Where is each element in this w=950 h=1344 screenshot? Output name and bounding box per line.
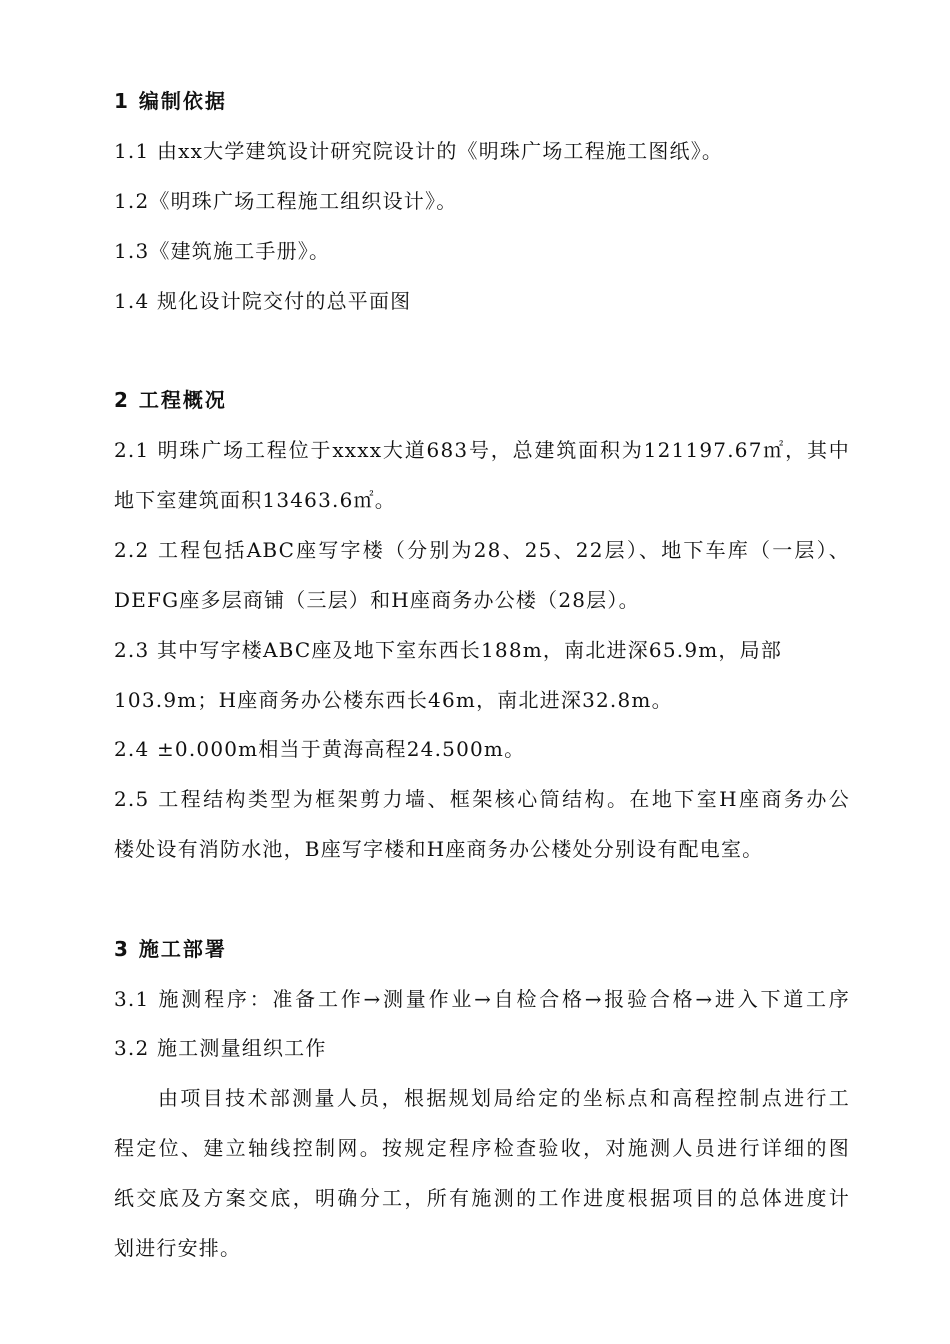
section-heading: 3 施工部署 bbox=[114, 937, 227, 961]
section-heading: 1 编制依据 bbox=[114, 89, 227, 113]
list-item: 1.4 规化设计院交付的总平面图 bbox=[114, 289, 412, 313]
paragraph-line: DEFG座多层商铺（三层）和H座商务办公楼（28层）。 bbox=[114, 588, 640, 612]
paragraph-line: 程定位、建立轴线控制网。按规定程序检查验收，对施测人员进行详细的图 bbox=[114, 1136, 850, 1160]
paragraph-line: 楼处设有消防水池，B座写字楼和H座商务办公楼处分别设有配电室。 bbox=[114, 837, 764, 861]
list-item: 1.1 由xx大学建筑设计研究院设计的《明珠广场工程施工图纸》。 bbox=[114, 139, 724, 163]
paragraph-line: 103.9m；H座商务办公楼东西长46m，南北进深32.8m。 bbox=[114, 688, 673, 712]
paragraph-line: 3.2 施工测量组织工作 bbox=[114, 1036, 327, 1060]
paragraph-line: 由项目技术部测量人员，根据规划局给定的坐标点和高程控制点进行工 bbox=[158, 1086, 850, 1110]
list-item: 1.3《建筑施工手册》。 bbox=[114, 239, 331, 263]
section-heading: 2 工程概况 bbox=[114, 388, 227, 412]
list-item: 1.2《明珠广场工程施工组织设计》。 bbox=[114, 189, 458, 213]
paragraph-line: 纸交底及方案交底，明确分工，所有施测的工作进度根据项目的总体进度计 bbox=[114, 1186, 850, 1210]
paragraph-line: 2.1 明珠广场工程位于xxxx大道683号，总建筑面积为121197.67㎡，其中 bbox=[114, 438, 850, 462]
paragraph-line: 2.4 ±0.000m相当于黄海高程24.500m。 bbox=[114, 737, 526, 761]
paragraph-line: 3.1 施测程序：准备工作→测量作业→自检合格→报验合格→进入下道工序 bbox=[114, 987, 850, 1011]
paragraph-line: 地下室建筑面积13463.6㎡。 bbox=[114, 488, 396, 512]
paragraph-line: 2.3 其中写字楼ABC座及地下室东西长188m，南北进深65.9m，局部 bbox=[114, 638, 783, 662]
paragraph-line: 划进行安排。 bbox=[114, 1236, 242, 1260]
paragraph-line: 2.5 工程结构类型为框架剪力墙、框架核心筒结构。在地下室H座商务办公 bbox=[114, 787, 850, 811]
paragraph-line: 2.2 工程包括ABC座写字楼（分别为28、25、22层）、地下车库（一层）、 bbox=[114, 538, 850, 562]
